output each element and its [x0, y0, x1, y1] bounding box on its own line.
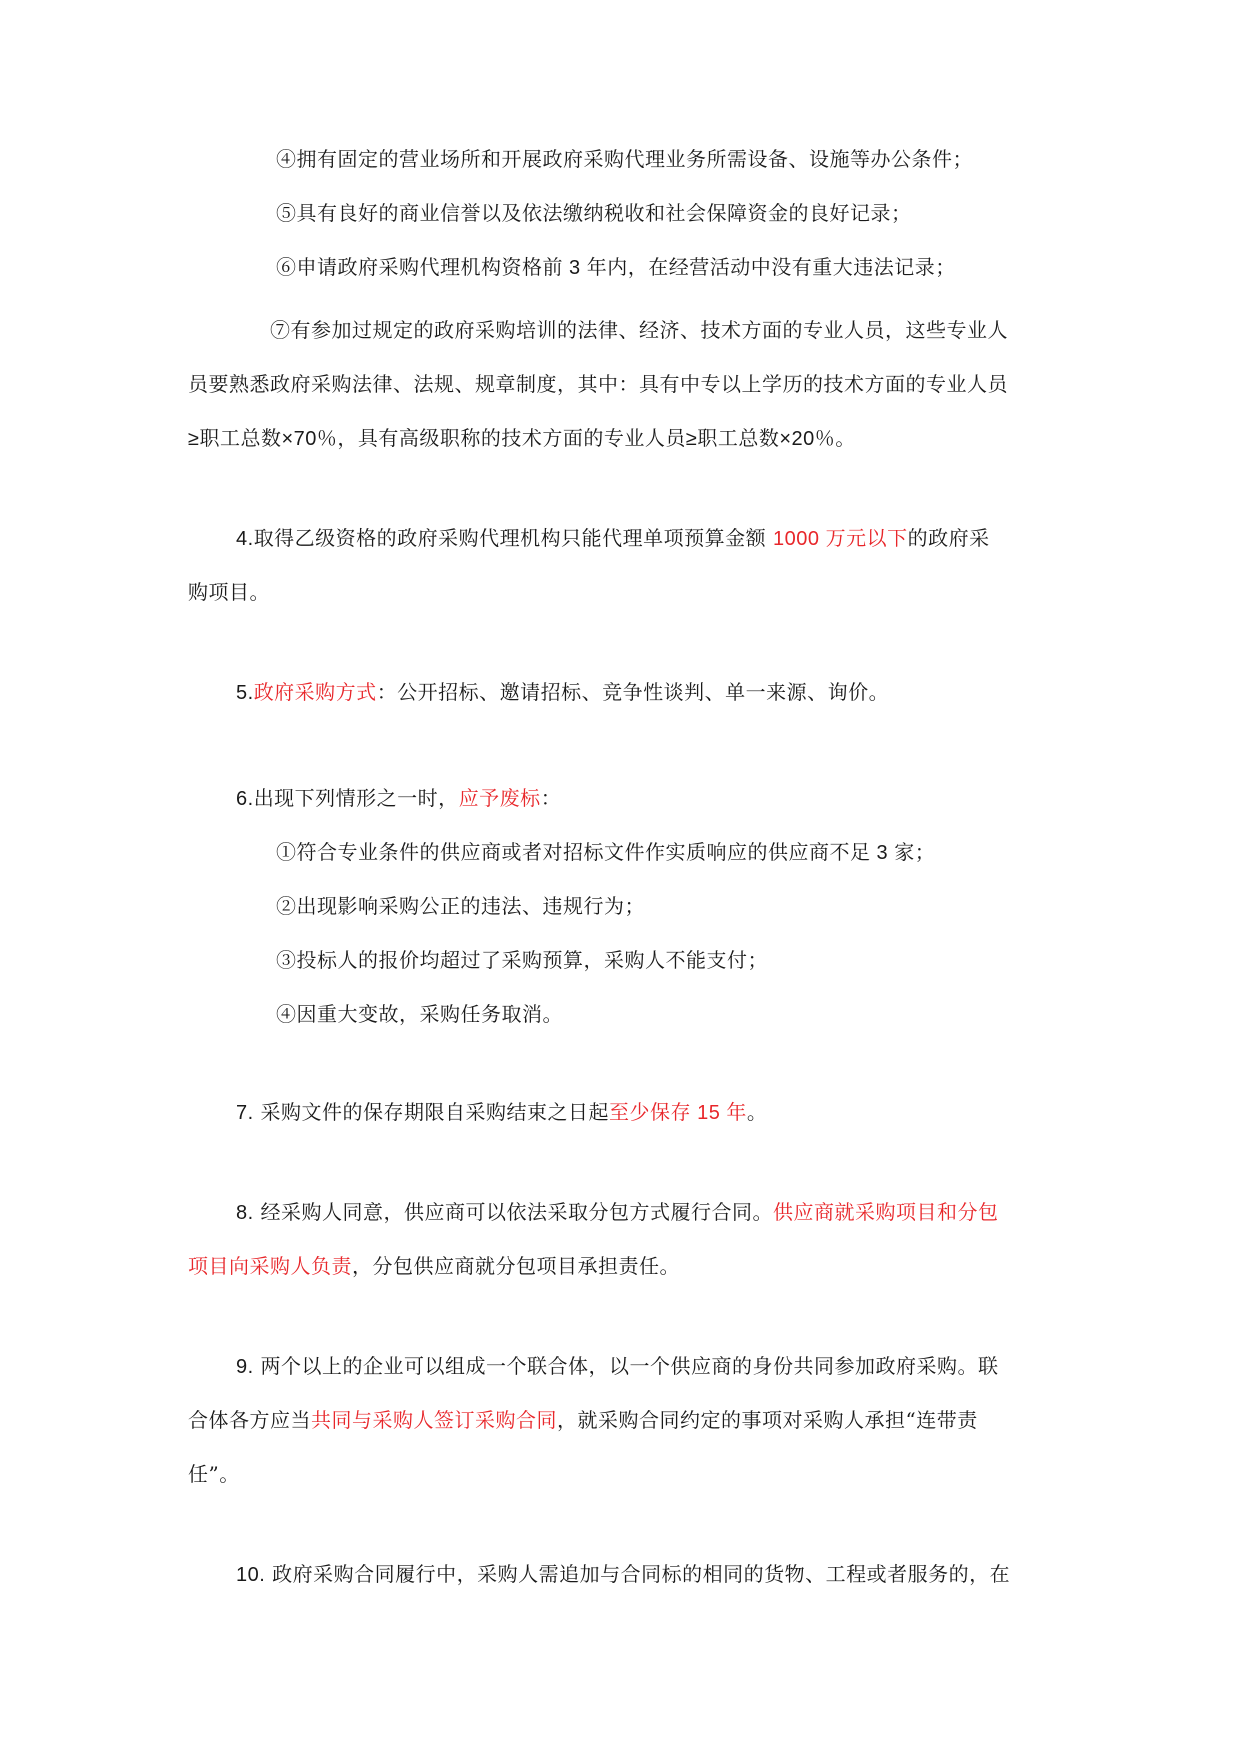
- item-5: 5.政府采购方式：公开招标、邀请招标、竞争性谈判、单一来源、询价。: [236, 680, 890, 704]
- item-9-cont-1: 合体各方应当共同与采购人签订采购合同，就采购合同约定的事项对采购人承担“连带责: [188, 1408, 978, 1432]
- item-9: 9. 两个以上的企业可以组成一个联合体，以一个供应商的身份共同参加政府采购。联: [236, 1354, 999, 1378]
- item-6-sub-4: ④因重大变故，采购任务取消。: [276, 1002, 563, 1026]
- item-10: 10. 政府采购合同履行中，采购人需追加与合同标的相同的货物、工程或者服务的，在: [236, 1562, 1011, 1586]
- condition-7-cont-2: ≥职工总数×70％，具有高级职称的技术方面的专业人员≥职工总数×20％。: [188, 428, 856, 450]
- item-9-cont-2: 任”。: [188, 1462, 240, 1486]
- item-4: 4.取得乙级资格的政府采购代理机构只能代理单项预算金额 1000 万元以下的政府采: [236, 526, 990, 550]
- item-6-sub-2: ②出现影响采购公正的违法、违规行为；: [276, 894, 645, 918]
- item-6-sub-1: ①符合专业条件的供应商或者对招标文件作实质响应的供应商不足 3 家；: [276, 840, 936, 864]
- item-4-cont: 购项目。: [188, 580, 270, 604]
- condition-4: ④拥有固定的营业场所和开展政府采购代理业务所需设备、设施等办公条件；: [276, 147, 973, 171]
- condition-6: ⑥申请政府采购代理机构资格前 3 年内，在经营活动中没有重大违法记录；: [276, 255, 956, 279]
- condition-5: ⑤具有良好的商业信誉以及依法缴纳税收和社会保障资金的良好记录；: [276, 201, 912, 225]
- item-8: 8. 经采购人同意，供应商可以依法采取分包方式履行合同。供应商就采购项目和分包: [236, 1200, 999, 1224]
- condition-7-cont-1: 员要熟悉政府采购法律、法规、规章制度，其中：具有中专以上学历的技术方面的专业人员: [188, 372, 1008, 396]
- condition-7: ⑦有参加过规定的政府采购培训的法律、经济、技术方面的专业人员，这些专业人: [270, 318, 1008, 342]
- item-8-cont: 项目向采购人负责，分包供应商就分包项目承担责任。: [188, 1254, 680, 1278]
- item-6: 6.出现下列情形之一时，应予废标：: [236, 786, 562, 810]
- item-7: 7. 采购文件的保存期限自采购结束之日起至少保存 15 年。: [236, 1100, 768, 1124]
- item-6-sub-3: ③投标人的报价均超过了采购预算，采购人不能支付；: [276, 948, 768, 972]
